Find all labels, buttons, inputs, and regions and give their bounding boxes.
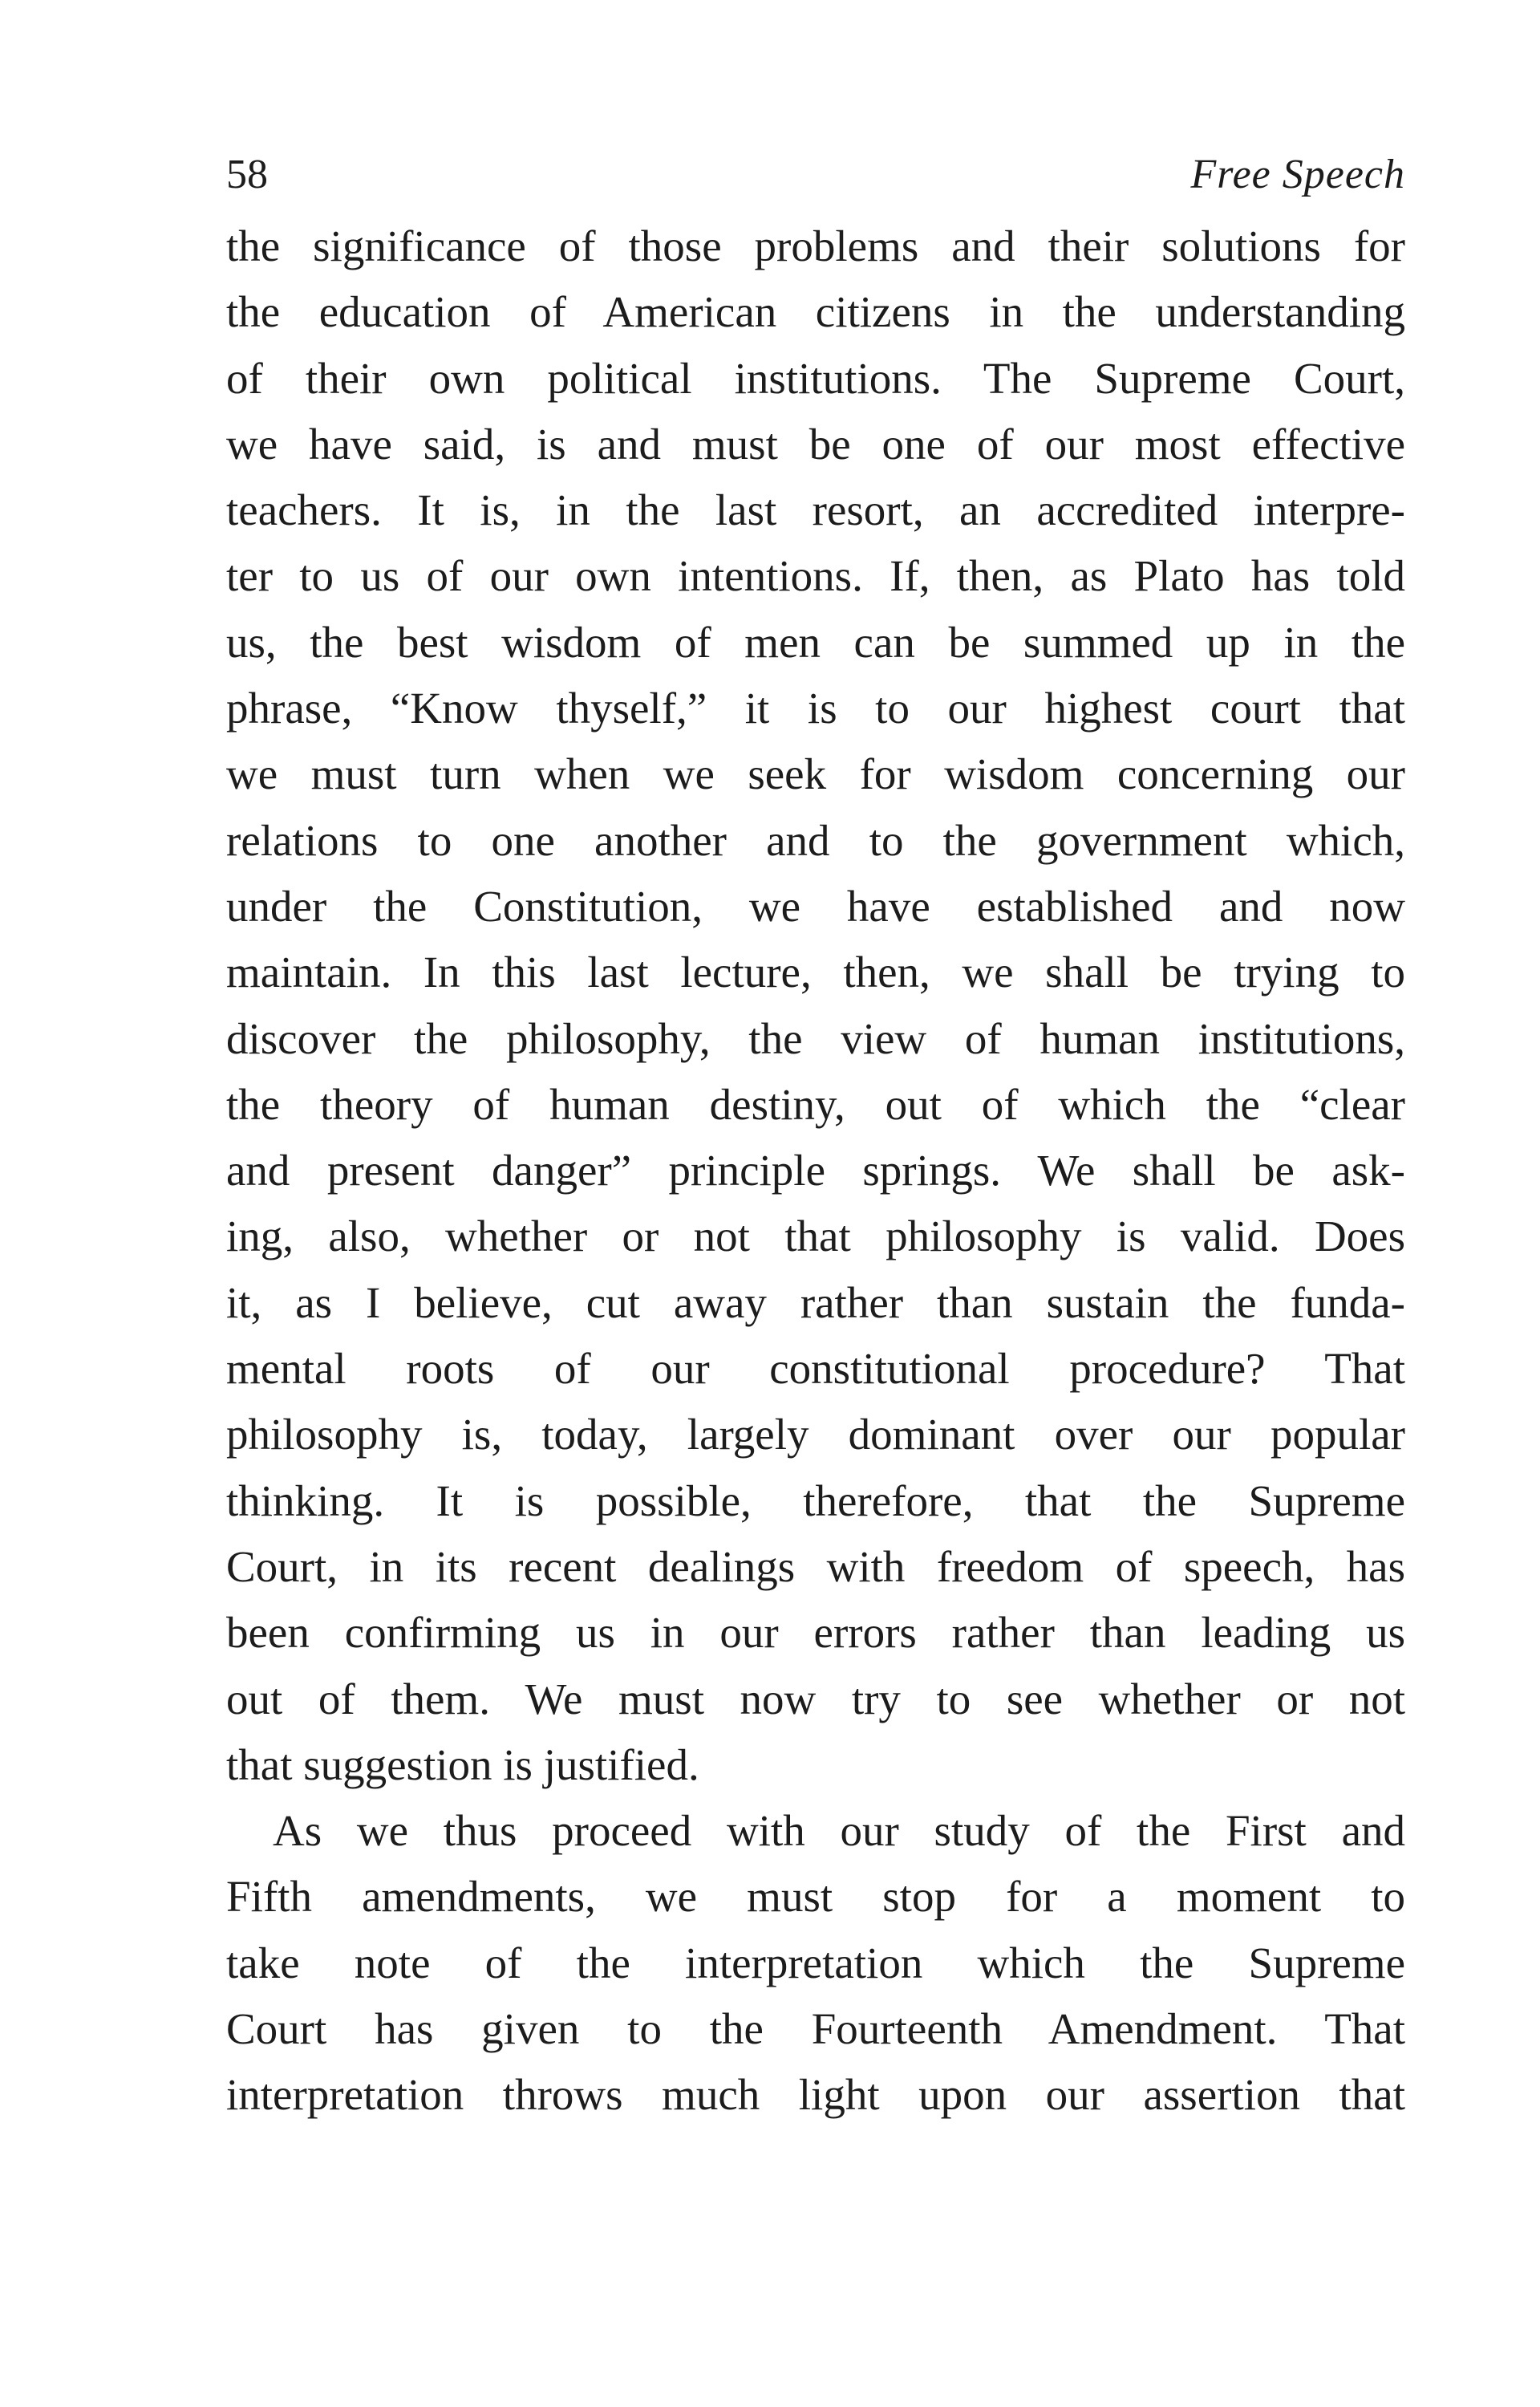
text-line: the theory of human destiny, out of which the “clear [226, 1079, 1405, 1129]
text-line: we must turn when we seek for wisdom concerning our [226, 749, 1405, 799]
text-line: out of them. We must now try to see whether or not [226, 1674, 1405, 1723]
text-line: philosophy is, today, largely dominant over our popular [226, 1410, 1405, 1459]
text-line: and present danger” principle springs. We shall be ask- [226, 1146, 1405, 1195]
running-title: Free Speech [1190, 152, 1405, 197]
text-line: Court, in its recent dealings with freedom of speech, has [226, 1541, 1405, 1591]
text-line: it, as I believe, cut away rather than sustain the funda- [226, 1277, 1405, 1327]
text-line: interpretation throws much light upon our assertion that [226, 2070, 1405, 2120]
text-line: ing, also, whether or not that philosophy is valid. Does [226, 1212, 1405, 1261]
text-line: Fifth amendments, we must stop for a moment to [226, 1872, 1405, 1922]
page-number: 58 [226, 152, 268, 197]
text-line: been confirming us in our errors rather than leading us [226, 1608, 1405, 1658]
text-line: thinking. It is possible, therefore, that the Supreme [226, 1475, 1405, 1525]
text-line: that suggestion is justified. [226, 1739, 699, 1789]
text-line: relations to one another and to the government which, [226, 815, 1405, 865]
text-line: phrase, “Know thyself,” it is to our highest court that [226, 684, 1405, 733]
text-line: Court has given to the Fourteenth Amendment. That [226, 2004, 1405, 2054]
text-line: the education of American citizens in the understanding [226, 287, 1405, 337]
paragraph-2 [226, 1798, 1405, 2128]
text-line: As we thus proceed with our study of the First and [273, 1806, 1405, 1856]
text-line: of their own political institutions. The Supreme Court, [226, 353, 1405, 403]
text-line: discover the philosophy, the view of human institutions, [226, 1013, 1405, 1063]
text-line: ter to us of our own intentions. If, then, as Plato has told [226, 551, 1405, 601]
paragraph-1 [226, 213, 1405, 1798]
body-text [226, 213, 1405, 2129]
text-line: mental roots of our constitutional procedure? That [226, 1344, 1405, 1394]
text-line: maintain. In this last lecture, then, we shall be trying to [226, 948, 1405, 997]
text-line: we have said, is and must be one of our most effective [226, 419, 1405, 469]
text-line: teachers. It is, in the last resort, an accredited interpre- [226, 485, 1405, 535]
text-line: the significance of those problems and their solutions for [226, 221, 1405, 270]
text-line: under the Constitution, we have established and now [226, 881, 1405, 931]
running-head [226, 143, 1405, 207]
text-line: us, the best wisdom of men can be summed up in the [226, 617, 1405, 667]
text-line: take note of the interpretation which the Supreme [226, 1938, 1405, 1987]
